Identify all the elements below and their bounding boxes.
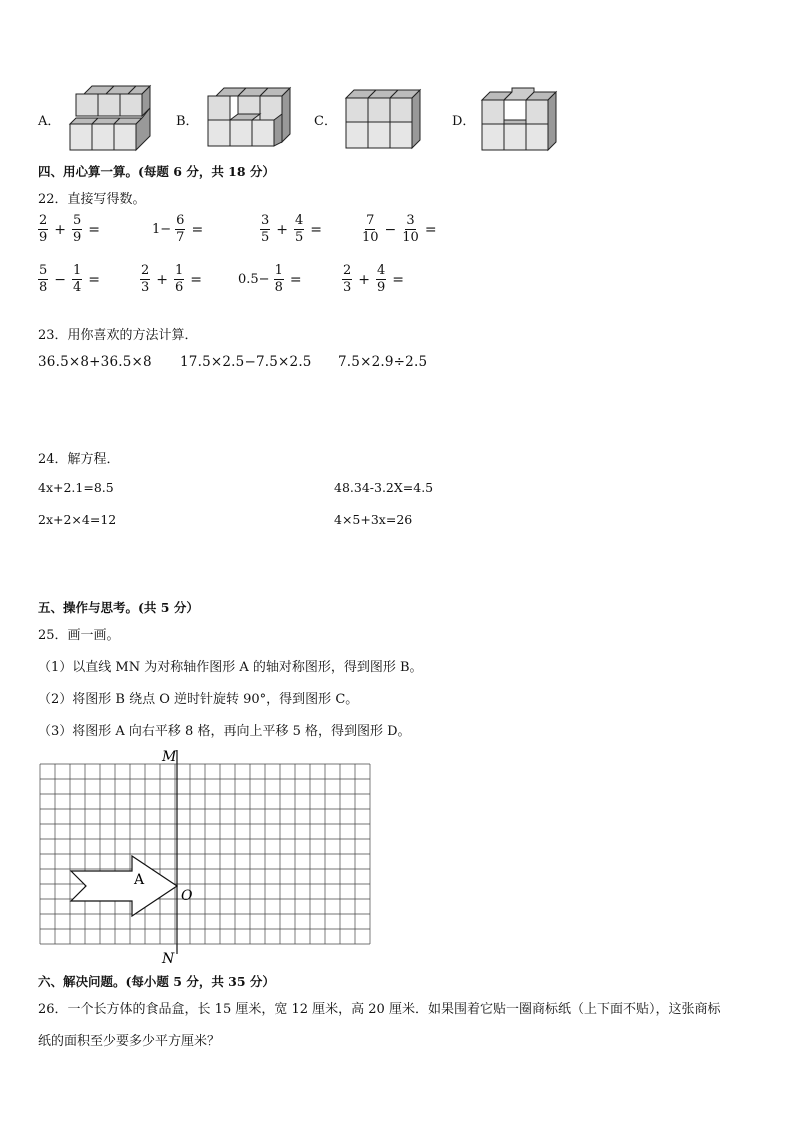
q23-title: 23．用你喜欢的方法计算． [38,328,198,343]
options-row [0,80,794,160]
fraction: $\frac{4}{9}$ [377,263,386,296]
cube-figure-a [66,84,156,156]
fraction: $\frac{2}{3}$ [343,263,352,296]
fraction: $\frac{5}{9}$ [73,213,82,246]
q24-eq-1: 4x+2.1=8.5 [38,480,114,495]
label-n: N [162,951,175,967]
label-m: M [162,749,177,765]
figure-a [71,856,177,916]
fraction: $\frac{3}{10}$ [402,213,419,246]
fraction: $\frac{2}{3}$ [141,263,150,296]
q22-item-1: $\frac{2}{9}$ + $\frac{5}{9}$ = [39,213,101,246]
q24-eq-4: 4×5+3x=26 [334,512,413,527]
drawing-grid [30,744,390,970]
q24-eq-2: 48.34-3.2X=4.5 [334,480,434,495]
cube-figure-d [478,84,568,156]
fraction: $\frac{5}{8}$ [39,263,48,296]
option-a-label: A． [38,114,61,129]
q25-step-3: （3）将图形 A 向右平移 8 格，再向上平移 5 格，得到图形 D。 [38,724,411,739]
q23-expr-1: 36.5×8+36.5×8 [38,354,152,370]
fraction: $\frac{6}{7}$ [176,213,185,246]
section4-heading: 四、用心算一算。(每题 6 分，共 18 分） [38,164,275,179]
q23-expr-2: 17.5×2.5−7.5×2.5 [180,354,312,370]
q23-expr-3: 7.5×2.9÷2.5 [338,354,428,370]
label-a: A [134,872,145,888]
option-d-label: D． [452,114,476,129]
q24-eq-3: 2x+2×4=12 [38,512,117,527]
q25-step-2: （2）将图形 B 绕点 O 逆时针旋转 90°，得到图形 C。 [38,692,359,707]
label-o: O [181,888,193,904]
fraction: $\frac{3}{5}$ [261,213,270,246]
q26-line-1: 26．一个长方体的食品盒，长 15 厘米，宽 12 厘米，高 20 厘米．如果围着它贴一圈商标纸（上下面不贴），这张商标 [38,1002,721,1017]
fraction: $\frac{2}{9}$ [39,213,48,246]
fraction: $\frac{1}{6}$ [175,263,184,296]
q22-item-3: $\frac{3}{5}$ + $\frac{4}{5}$ = [261,213,323,246]
q22-item-8: $\frac{2}{3}$ + $\frac{4}{9}$ = [343,263,405,296]
fraction: $\frac{4}{5}$ [295,213,304,246]
option-b-label: B． [176,114,199,129]
fraction: $\frac{7}{10}$ [362,213,379,246]
fraction: $\frac{1}{4}$ [73,263,82,296]
option-c-label: C． [314,114,337,129]
cube-figure-b [202,84,294,156]
q26-line-2: 纸的面积至少要多少平方厘米？ [38,1034,221,1049]
section5-heading: 五、操作与思考。(共 5 分） [38,600,199,615]
q22-item-5: $\frac{5}{8}$ − $\frac{1}{4}$ = [39,263,101,296]
q22-item-4: $\frac{7}{10}$ − $\frac{3}{10}$ = [362,213,437,246]
q22-item-6: $\frac{2}{3}$ + $\frac{1}{6}$ = [141,263,203,296]
q22-item-7: 0.5− $\frac{1}{8}$ = [238,263,302,296]
q25-title: 25．画一画。 [38,628,120,643]
q25-step-1: （1）以直线 MN 为对称轴作图形 A 的轴对称图形，得到图形 B。 [38,660,423,675]
cube-figure-c [340,84,430,156]
q24-title: 24．解方程． [38,452,120,467]
fraction: $\frac{1}{8}$ [274,263,283,296]
q22-item-2: 1− $\frac{6}{7}$ = [152,213,204,246]
q22-title: 22．直接写得数。 [38,192,146,207]
section6-heading: 六、解决问题。(每小题 5 分，共 35 分） [38,974,275,989]
